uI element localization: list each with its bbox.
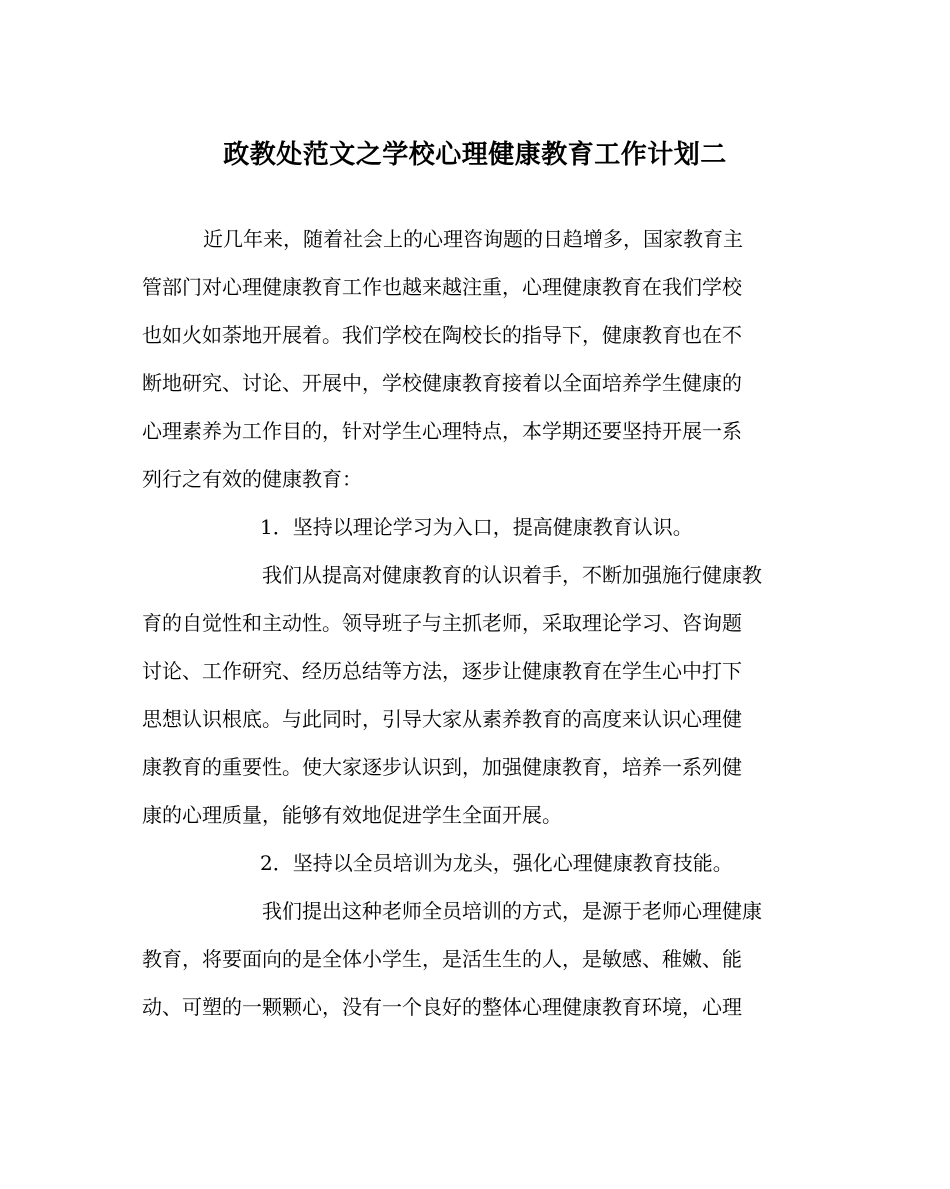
- paragraph-line: 管部门对心理健康教育工作也越来越注重，心理健康教育在我们学校: [142, 275, 742, 299]
- paragraph-line: 康教育的重要性。使大家逐步认识到，加强健康教育，培养一系列健: [142, 755, 742, 779]
- paragraph-line: 康的心理质量，能够有效地促进学生全面开展。: [142, 803, 562, 827]
- paragraph-line: 育的自觉性和主动性。领导班子与主抓老师，采取理论学习、咨询题: [142, 611, 742, 635]
- paragraph-line: 讨论、工作研究、经历总结等方法，逐步让健康教育在学生心中打下: [142, 659, 742, 683]
- paragraph-line: 动、可塑的一颗颗心，没有一个良好的整体心理健康教育环境，心理: [142, 995, 742, 1019]
- paragraph-line: 近几年来，随着社会上的心理咨询题的日趋增多，国家教育主: [203, 227, 743, 251]
- paragraph-line: 我们提出这种老师全员培训的方式，是源于老师心理健康: [262, 899, 762, 923]
- section-heading: 2．坚持以全员培训为龙头，强化心理健康教育技能。: [260, 851, 733, 875]
- paragraph-line: 心理素养为工作目的，针对学生心理特点，本学期还要坚持开展一系: [142, 419, 742, 443]
- section-heading: 1．坚持以理论学习为入口，提高健康教育认识。: [260, 515, 693, 539]
- paragraph-line: 也如火如荼地开展着。我们学校在陶校长的指导下，健康教育也在不: [142, 323, 742, 347]
- paragraph-line: 我们从提高对健康教育的认识着手，不断加强施行健康教: [262, 563, 762, 587]
- paragraph-line: 思想认识根底。与此同时，引导大家从素养教育的高度来认识心理健: [142, 707, 742, 731]
- paragraph-line: 列行之有效的健康教育：: [142, 467, 362, 491]
- paragraph-line: 教育，将要面向的是全体小学生，是活生生的人，是敏感、稚嫩、能: [142, 947, 742, 971]
- paragraph-line: 断地研究、讨论、开展中，学校健康教育接着以全面培养学生健康的: [142, 371, 742, 395]
- document-title: 政教处范文之学校心理健康教育工作计划二: [223, 140, 727, 170]
